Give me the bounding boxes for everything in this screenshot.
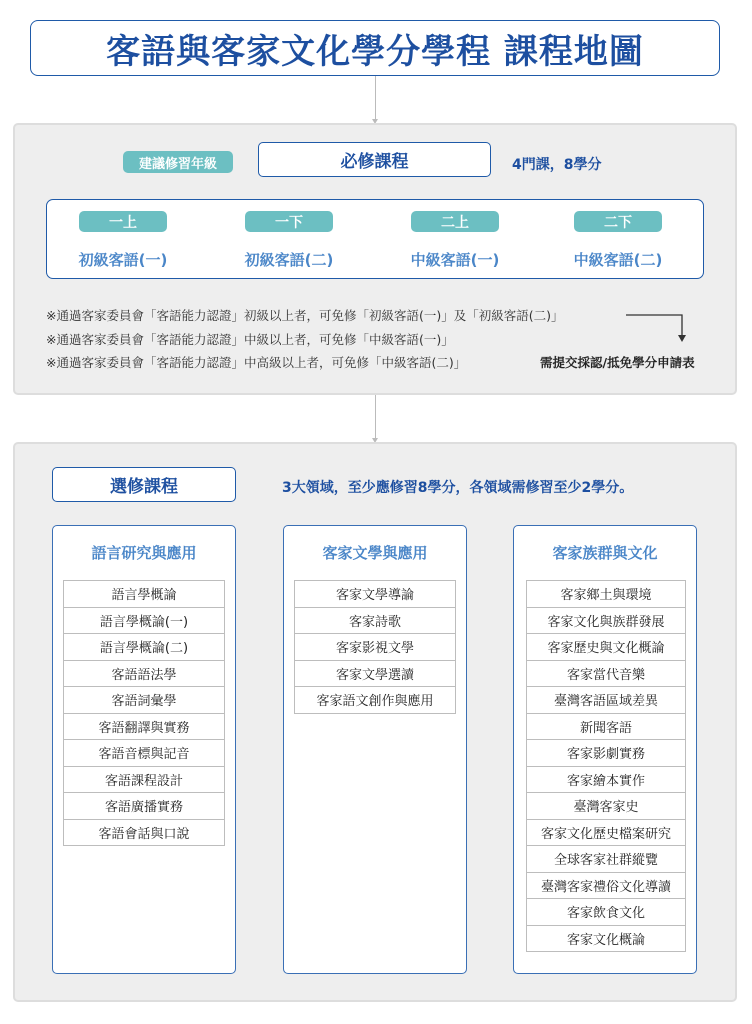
exemption-note-1: ※通過客家委員會「客語能力認證」初級以上者，可免修「初級客語(一)」及「初級客語(二)」: [46, 308, 564, 323]
list-item: 語言學概論(二): [63, 634, 225, 661]
column-title: 客家文學與應用: [322, 544, 428, 562]
list-item: 臺灣客家史: [526, 793, 686, 820]
course-list: [294, 580, 456, 714]
list-item: 客語翻譯與實務: [63, 714, 225, 741]
list-item: 臺灣客家禮俗文化導讀: [526, 873, 686, 900]
connector-line: [375, 395, 376, 439]
list-item: 客家歷史與文化概論: [526, 634, 686, 661]
term-badge-1-2: 一下: [245, 211, 333, 232]
list-item: 客家文學導論: [294, 580, 456, 608]
list-item: 客語音標與記音: [63, 740, 225, 767]
list-item: 客家繪本實作: [526, 767, 686, 794]
list-item: 客家飲食文化: [526, 899, 686, 926]
course-intermediate-hakka-1: 中級客語(一): [410, 251, 500, 269]
list-item: 客家影劇實務: [526, 740, 686, 767]
column-title: 客家族群與文化: [552, 544, 658, 562]
list-item: 語言學概論: [63, 580, 225, 608]
list-item: 客家文化歷史檔案研究: [526, 820, 686, 847]
application-arrow: [620, 308, 692, 346]
column-hakka-literature: [283, 525, 467, 974]
term-badge-1-1: 一上: [79, 211, 167, 232]
term-badge-2-1: 二上: [411, 211, 499, 232]
year-label-badge: 建議修習年級: [123, 151, 233, 173]
application-form-note: 需提交採認/抵免學分申請表: [540, 355, 695, 370]
elective-summary: 3大領域，至少應修習8學分，各領域需修習至少2學分。: [282, 480, 634, 496]
course-list: [526, 580, 686, 952]
list-item: 客語語法學: [63, 661, 225, 688]
connector-line: [375, 76, 376, 120]
list-item: 臺灣客語區域差異: [526, 687, 686, 714]
column-hakka-ethnicity-culture: [513, 525, 697, 974]
list-item: 新聞客語: [526, 714, 686, 741]
list-item: 客家文學選讀: [294, 661, 456, 688]
exemption-note-2: ※通過客家委員會「客語能力認證」中級以上者，可免修「中級客語(一)」: [46, 332, 454, 347]
elective-courses-header: 選修課程: [52, 467, 236, 502]
required-courses-header: 必修課程: [258, 142, 491, 177]
list-item: 語言學概論(一): [63, 608, 225, 635]
list-item: 客家詩歌: [294, 608, 456, 635]
list-item: 客語會話與口說: [63, 820, 225, 847]
list-item: 全球客家社群縱覽: [526, 846, 686, 873]
list-item: 客家影視文學: [294, 634, 456, 661]
required-summary: 4門課，8學分: [512, 157, 602, 173]
column-language-research: [52, 525, 236, 974]
list-item: 客語課程設計: [63, 767, 225, 794]
list-item: 客家當代音樂: [526, 661, 686, 688]
column-title: 語言研究與應用: [91, 544, 197, 562]
exemption-note-3: ※通過客家委員會「客語能力認證」中高級以上者，可免修「中級客語(二)」: [46, 355, 467, 370]
course-beginner-hakka-2: 初級客語(二): [244, 251, 334, 269]
course-beginner-hakka-1: 初級客語(一): [78, 251, 168, 269]
list-item: 客家文化概論: [526, 926, 686, 953]
list-item: 客家語文創作與應用: [294, 687, 456, 714]
list-item: 客語廣播實務: [63, 793, 225, 820]
list-item: 客家文化與族群發展: [526, 608, 686, 635]
list-item: 客家鄉土與環境: [526, 580, 686, 608]
list-item: 客語詞彙學: [63, 687, 225, 714]
page-title: 客語與客家文化學分學程 課程地圖: [30, 20, 720, 76]
course-list: [63, 580, 225, 846]
term-badge-2-2: 二下: [574, 211, 662, 232]
course-intermediate-hakka-2: 中級客語(二): [573, 251, 663, 269]
